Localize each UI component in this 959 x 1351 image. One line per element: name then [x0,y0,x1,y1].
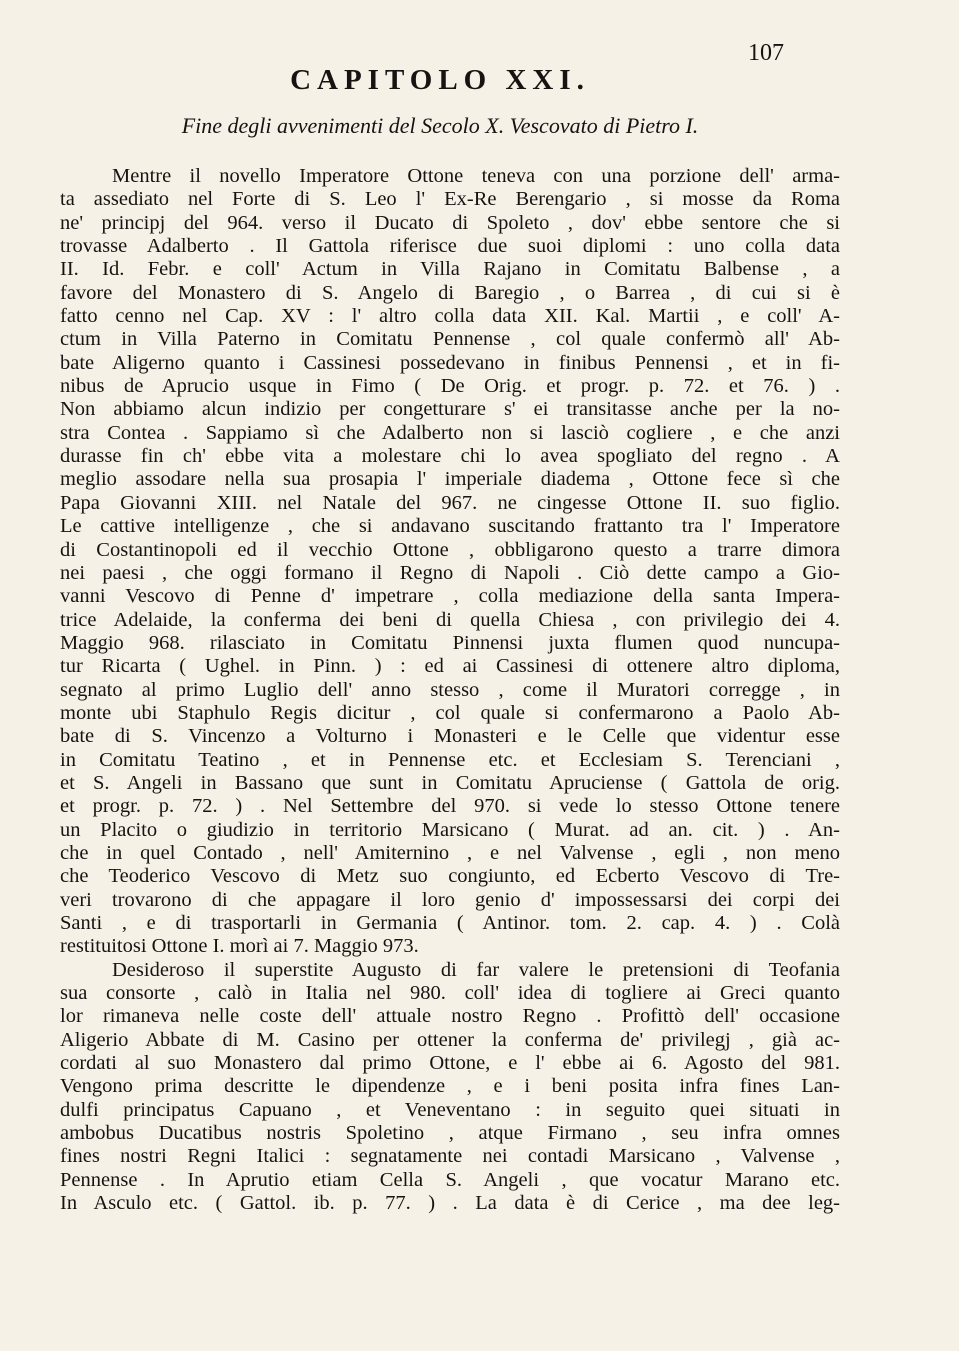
text-line: Papa Giovanni XIII. nel Natale del 967. ne cingesse Ottone II. suo figlio. [60,491,840,514]
chapter-subtitle: Fine degli avvenimenti del Secolo X. Vescovato di Pietro I. [181,113,699,138]
text-line: Desideroso il superstite Augusto di far valere le pretensioni di Teofania [112,958,840,981]
text-line: Aligerio Abbate di M. Casino per ottener la conferma de' privilegj , già ac- [60,1028,840,1051]
text-line: Maggio 968. rilasciato in Comitatu Pinnensi juxta flumen quod nuncupa- [60,631,840,654]
text-line: segnato al primo Luglio dell' anno stesso , come il Muratori corregge , in [60,678,840,701]
text-line: nibus de Aprucio usque in Fimo ( De Orig. et progr. p. 72. et 76. ) . [60,375,840,398]
text-line: ambobus Ducatibus nostris Spoletino , atque Firmano , seu infra omnes [60,1122,840,1145]
page-number: 107 [748,40,784,66]
text-line: di Costantinopoli ed il vecchio Ottone , obbligarono questo a trarre dimora [60,538,840,561]
body-text [60,165,840,1215]
text-line: favore del Monastero di S. Angelo di Baregio , o Barrea , di cui si è [60,281,840,304]
text-line: bate di S. Vincenzo a Volturno i Monasteri e le Celle que videntur esse [60,725,840,748]
text-line: et progr. p. 72. ) . Nel Settembre del 970. si vede lo stesso Ottone tenere [60,795,840,818]
text-line: veri trovarono di che appagare il loro genio d' impossessarsi dei corpi dei [60,888,840,911]
text-line: in Comitatu Teatino , et in Pennense etc. et Ecclesiam S. Terenciani , [60,748,840,771]
text-line: fatto cenno nel Cap. XV : l' altro colla data XII. Kal. Martii , e coll' A- [60,305,840,328]
text-line: bate Aligerno quanto i Cassinesi possedevano in finibus Pennensi , et in fi- [60,351,840,374]
text-line: nei paesi , che oggi formano il Regno di Napoli . Ciò dette campo a Gio- [60,561,840,584]
text-line: cordati al suo Monastero dal primo Ottone, e l' ebbe ai 6. Agosto del 981. [60,1052,840,1075]
text-line: Le cattive intelligenze , che si andavano suscitando frattanto tra l' Imperatore [60,515,840,538]
text-line: ctum in Villa Paterno in Comitatu Pennense , col quale confermò all' Ab- [60,328,840,351]
text-line: tur Ricarta ( Ughel. in Pinn. ) : ed ai Cassinesi di ottenere altro diploma, [60,655,840,678]
text-line: restituitosi Ottone I. morì ai 7. Maggio 973. [60,935,419,958]
text-line: Pennense . In Aprutio etiam Cella S. Angeli , que vocatur Marano etc. [60,1168,840,1191]
text-line: et S. Angeli in Bassano que sunt in Comitatu Apruciense ( Gattola de orig. [60,771,840,794]
text-line: Santi , e di trasportarli in Germania ( Antinor. tom. 2. cap. 4. ) . Colà [60,912,840,934]
text-line: Non abbiamo alcun indizio per congetturare s' ei transitasse anche per la no- [60,398,840,421]
text-line: monte ubi Staphulo Regis dicitur , col quale si confermarono a Paolo Ab- [60,701,840,724]
text-line: trice Adelaide, la conferma dei beni di quella Chiesa , con privilegio dei 4. [60,608,840,631]
text-line: II. Id. Febr. e coll' Actum in Villa Rajano in Comitatu Balbense , a [60,258,840,281]
text-line: ta assediato nel Forte di S. Leo l' Ex-Re Berengario , si mosse da Roma [60,188,840,211]
text-line: Mentre il novello Imperatore Ottone teneva con una porzione dell' arma- [112,165,840,187]
text-line: un Placito o giudizio in territorio Marsicano ( Murat. ad an. cit. ) . An- [60,818,840,841]
text-line: durasse fin ch' ebbe vita a molestare chi lo avea spogliato del regno . A [60,445,840,468]
chapter-title: CAPITOLO XXI. [290,64,590,96]
text-line: In Asculo etc. ( Gattol. ib. p. 77. ) . La data è di Cerice , ma dee leg- [60,1192,840,1215]
text-line: vanni Vescovo di Penne d' impetrare , colla mediazione della santa Impera- [60,585,840,608]
text-line: che in quel Contado , nell' Amiternino , e nel Valvense , egli , non meno [60,841,840,864]
text-line: meglio assodare nella sua prosapia l' imperiale diadema , Ottone fece sì che [60,468,840,491]
text-line: trovasse Adalberto . Il Gattola riferisce due suoi diplomi : uno colla data [60,235,840,258]
text-line: Vengono prima descritte le dipendenze , e i beni posita infra fines Lan- [60,1075,840,1098]
text-line: lor rimaneva nelle coste dell' attuale nostro Regno . Profittò dell' occasione [60,1005,840,1028]
text-line: stra Contea . Sappiamo sì che Adalberto non si lasciò cogliere , e che anzi [60,421,840,444]
text-line: che Teoderico Vescovo di Metz suo congiunto, ed Ecberto Vescovo di Tre- [60,865,840,888]
text-line: fines nostri Regni Italici : segnatamente nei contadi Marsicano , Valvense , [60,1145,840,1168]
text-line: dulfi principatus Capuano , et Veneventano : in seguito quei situati in [60,1098,840,1121]
text-line: ne' principj del 964. verso il Ducato di Spoleto , dov' ebbe sentore che si [60,211,840,234]
text-line: sua consorte , calò in Italia nel 980. coll' idea di togliere ai Greci quanto [60,982,840,1005]
